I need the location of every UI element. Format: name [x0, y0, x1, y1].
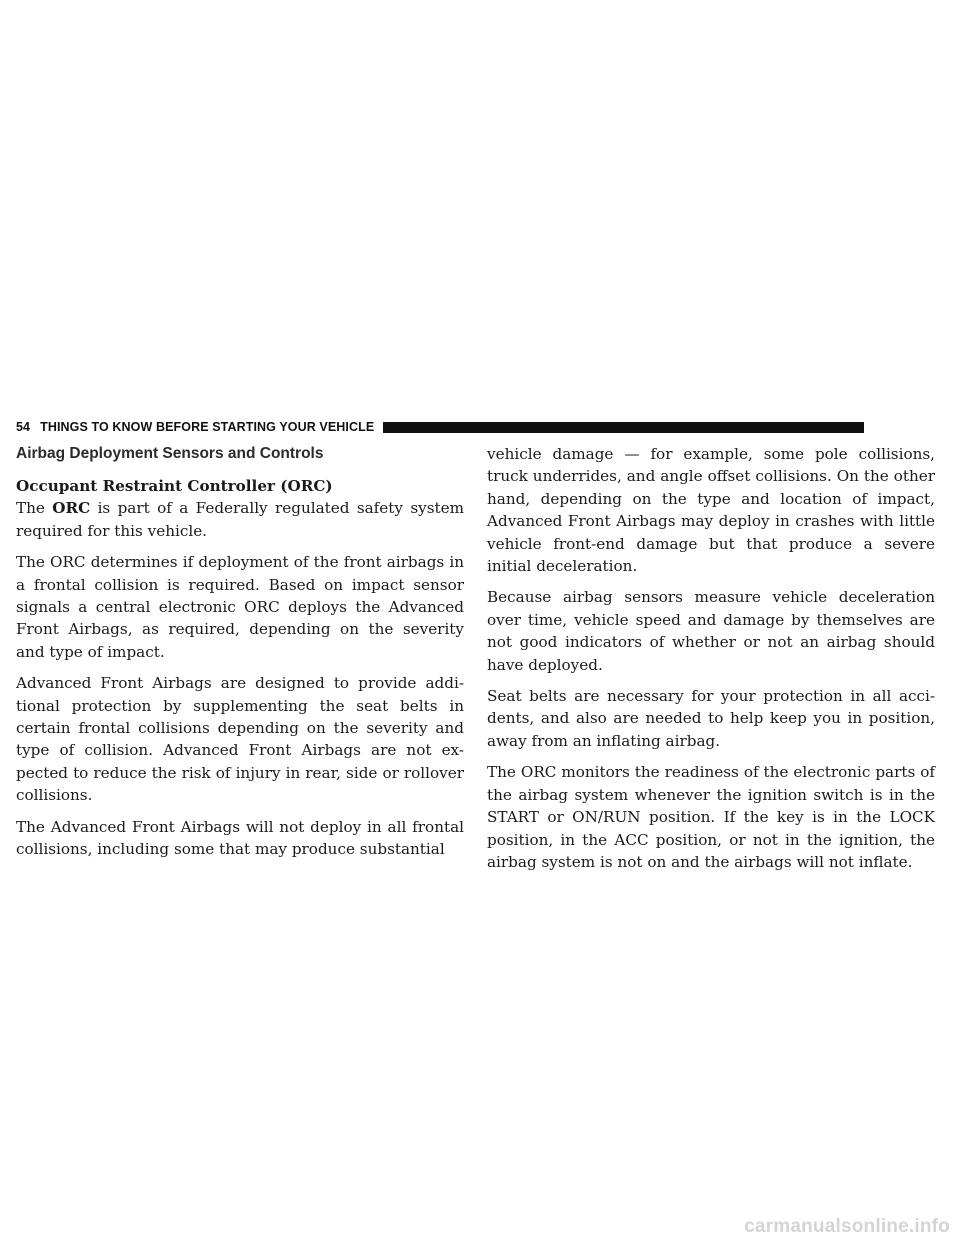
paragraph-advanced-airbags: Advanced Front Airbags are designed to provide addi-tional protection by supplementing the seat belts in certain frontal collisions depending on the severity and type of collision. Advanced Front Airbags are not ex-pected to reduce the risk of injury in rear, side or rollover collisions. [16, 674, 464, 805]
right-column [487, 443, 935, 882]
running-title: THINGS TO KNOW BEFORE STARTING YOUR VEHICLE [40, 420, 375, 434]
orc-intro-rest: is part of a Federally regulated safety system required for this vehicle. [16, 499, 464, 540]
paragraph-vehicle-damage: vehicle damage — for example, some pole collisions, truck underrides, and angle offset collisions. On the other hand, depending on the type and location of impact, Advanced Front Airbags may deploy in crashes with little vehicle front-end damage but that produce a severe initial deceleration. [487, 445, 935, 576]
paragraph-sensors-measure: Because airbag sensors measure vehicle deceleration over time, vehicle speed and damage by themselves are not good indicators of whether or not an airbag should have deployed. [487, 588, 935, 674]
header-rule [383, 422, 864, 433]
left-column [16, 443, 464, 870]
orc-intro-prefix: The [16, 499, 53, 518]
page-number: 54 [16, 420, 31, 434]
paragraph-orc-determines: The ORC determines if deployment of the front airbags in a frontal collision is required. Based on impact sensor signals a central electronic ORC deploys the Advanced Front Airbags, as required, depending on the severity and type of impact. [16, 553, 464, 661]
section-title: Airbag Deployment Sensors and Controls [16, 445, 324, 462]
running-header [16, 416, 864, 438]
paragraph-orc-monitors: The ORC monitors the readiness of the electronic parts of the airbag system whenever the ignition switch is in the START or ON/RUN position. If the key is in the LOCK position, in the ACC position, or not in the ignition, the airbag system is not on and the airbags will not inflate. [487, 763, 935, 871]
subheading-orc: Occupant Restraint Controller (ORC) [16, 477, 333, 495]
orc-bold-term: ORC [52, 499, 91, 518]
watermark-logo: carmanualsonline.info [744, 1216, 950, 1237]
paragraph-orc-intro [16, 497, 464, 542]
paragraph-not-deploy: The Advanced Front Airbags will not deploy in all frontal collisions, including some that may produce substantial [16, 817, 464, 859]
paragraph-seat-belts: Seat belts are necessary for your protection in all acci-dents, and also are needed to help keep you in position, away from an inflating airbag. [487, 687, 935, 750]
